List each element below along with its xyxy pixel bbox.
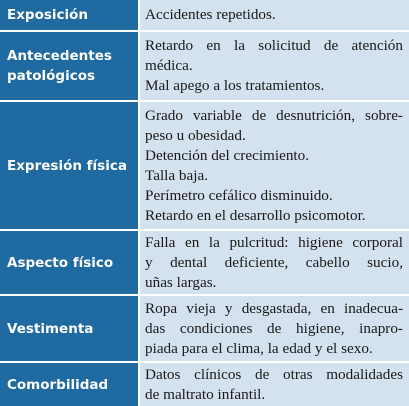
row-label-text: Expresión física	[7, 157, 127, 174]
description-line: Accidentes repetidos.	[145, 6, 276, 23]
row-description	[139, 295, 409, 362]
description-line: Talla baja.	[145, 166, 209, 184]
row-label-exposicion	[0, 0, 139, 31]
table-row	[0, 101, 409, 230]
row-label-expresion-fisica	[0, 101, 139, 230]
row-label-aspecto-fisico	[0, 230, 139, 295]
row-description	[139, 230, 409, 295]
description-line: de maltrato infantil.	[145, 385, 266, 403]
description-line: piada para el clima, la edad y el sexo.	[145, 339, 373, 357]
table-row	[0, 31, 409, 101]
row-label-antecedentes-patologicos	[0, 31, 139, 101]
row-description	[139, 101, 409, 230]
row-label-comorbilidad	[0, 362, 139, 406]
description-line: peso u obesidad.	[145, 126, 246, 144]
description-line: Perímetro cefálico disminuido.	[145, 186, 333, 204]
description-line: Falla en la pulcritud: higiene corporal	[145, 233, 403, 251]
row-label-text: Comorbilidad	[7, 376, 109, 393]
table-row	[0, 362, 409, 406]
description-line: Retardo en la solicitud de atención	[145, 37, 403, 54]
row-label-text: Exposición	[7, 7, 89, 23]
description-line: uñas largas.	[145, 273, 217, 291]
description-line: das condiciones de higiene, inapro-	[145, 319, 403, 337]
row-label-vestimenta	[0, 295, 139, 362]
table-row	[0, 295, 409, 362]
description-line: y dental deficiente, cabello sucio,	[145, 253, 403, 271]
row-description	[139, 0, 409, 31]
description-line: Grado variable de desnutrición, sobre-	[145, 106, 403, 124]
description-line: Mal apego a los tratamientos.	[145, 77, 325, 94]
description-line: Retardo en el desarrollo psicomotor.	[145, 206, 366, 224]
row-label-text: Antecedentes patológicos	[7, 48, 112, 84]
table-row	[0, 230, 409, 295]
description-line: Detención del crecimiento.	[145, 146, 310, 164]
row-description	[139, 31, 409, 101]
description-line: médica.	[145, 57, 193, 74]
description-line: Datos clínicos de otras modalidades	[145, 365, 403, 383]
row-label-text: Aspecto físico	[7, 254, 114, 271]
row-description	[139, 362, 409, 406]
description-line: Ropa vieja y desgastada, en inadecua-	[145, 299, 403, 317]
table-row	[0, 0, 409, 31]
row-label-text: Vestimenta	[7, 320, 94, 337]
